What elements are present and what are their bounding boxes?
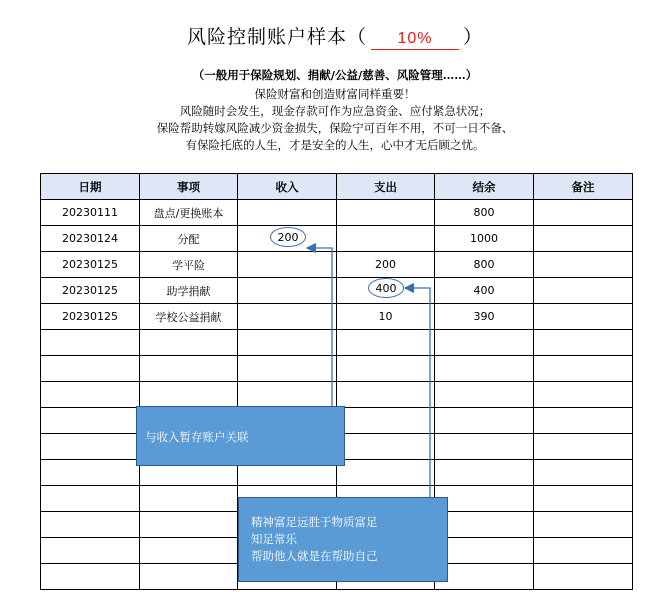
balance-cell[interactable]: 1000 <box>435 226 534 252</box>
remark-cell[interactable] <box>534 434 633 460</box>
title-text: 风险控制账户样本（ <box>186 26 367 48</box>
expense-cell[interactable] <box>337 408 435 434</box>
header-balance: 结余 <box>435 174 534 200</box>
table-row <box>41 226 633 252</box>
remark-cell[interactable] <box>534 226 633 252</box>
balance-cell[interactable] <box>435 460 534 486</box>
income-cell[interactable] <box>238 356 337 382</box>
item-cell[interactable] <box>140 486 238 512</box>
item-cell[interactable] <box>140 382 238 408</box>
date-cell[interactable] <box>41 382 140 408</box>
table-row <box>41 278 633 304</box>
intro-line-4: 有保险托底的人生，才是安全的人生，心中才无后顾之忧。 <box>185 138 485 152</box>
item-cell[interactable] <box>140 538 238 564</box>
balance-cell[interactable] <box>435 486 534 512</box>
date-cell[interactable] <box>41 460 140 486</box>
header-date: 日期 <box>41 174 140 200</box>
balance-cell[interactable]: 390 <box>435 304 534 330</box>
remark-cell[interactable] <box>534 460 633 486</box>
date-cell[interactable]: 20230111 <box>41 200 140 226</box>
item-cell[interactable] <box>140 512 238 538</box>
circled-expense-value: 400 <box>375 281 397 295</box>
item-cell[interactable] <box>140 564 238 590</box>
expense-cell[interactable] <box>337 460 435 486</box>
remark-cell[interactable] <box>534 330 633 356</box>
date-cell[interactable] <box>41 356 140 382</box>
item-cell[interactable]: 分配 <box>140 226 238 252</box>
spirit-note <box>238 497 448 582</box>
remark-cell[interactable] <box>534 408 633 434</box>
expense-cell[interactable] <box>337 434 435 460</box>
expense-cell[interactable] <box>337 330 435 356</box>
balance-cell[interactable]: 400 <box>435 278 534 304</box>
date-cell[interactable]: 20230125 <box>41 278 140 304</box>
expense-cell[interactable] <box>337 382 435 408</box>
income-cell[interactable] <box>238 330 337 356</box>
remark-cell[interactable] <box>534 538 633 564</box>
income-cell[interactable] <box>238 304 337 330</box>
subtitle: （一般用于保险规划、捐献/公益/慈善、风险管理……） <box>192 68 478 82</box>
balance-cell[interactable]: 800 <box>435 200 534 226</box>
date-cell[interactable] <box>41 564 140 590</box>
title-close: ） <box>463 26 484 48</box>
item-cell[interactable]: 盘点/更换账本 <box>140 200 238 226</box>
header-remark: 备注 <box>534 174 633 200</box>
expense-cell[interactable] <box>337 356 435 382</box>
item-cell[interactable]: 助学捐献 <box>140 278 238 304</box>
balance-cell[interactable]: 800 <box>435 252 534 278</box>
remark-cell[interactable] <box>534 356 633 382</box>
intro-line-3: 保险帮助转嫁风险减少资金损失，保险宁可百年不用，不可一日不备、 <box>156 121 514 135</box>
date-cell[interactable] <box>41 330 140 356</box>
expense-cell[interactable] <box>337 200 435 226</box>
item-cell[interactable] <box>140 356 238 382</box>
spirit-note-line-3: 帮助他人就是在帮助自己 <box>251 549 378 563</box>
balance-cell[interactable] <box>435 382 534 408</box>
income-note-text: 与收入暂存账户关联 <box>145 430 249 444</box>
income-cell[interactable] <box>238 382 337 408</box>
balance-cell[interactable] <box>435 538 534 564</box>
income-cell[interactable] <box>238 252 337 278</box>
spirit-note-line-2: 知足常乐 <box>251 532 297 546</box>
expense-cell[interactable]: 200 <box>337 252 435 278</box>
table-row <box>41 356 633 382</box>
remark-cell[interactable] <box>534 382 633 408</box>
balance-cell[interactable] <box>435 330 534 356</box>
remark-cell[interactable] <box>534 252 633 278</box>
income-cell[interactable] <box>238 200 337 226</box>
income-account-note <box>136 406 345 466</box>
balance-cell[interactable] <box>435 564 534 590</box>
circled-income-value: 200 <box>277 230 299 244</box>
income-cell[interactable] <box>238 278 337 304</box>
remark-cell[interactable] <box>534 564 633 590</box>
table-row <box>41 200 633 226</box>
balance-cell[interactable] <box>435 356 534 382</box>
remark-cell[interactable] <box>534 512 633 538</box>
expense-cell[interactable] <box>337 226 435 252</box>
remark-cell[interactable] <box>534 278 633 304</box>
intro-line-1: 保险财富和创造财富同样重要！ <box>254 87 416 101</box>
expense-cell[interactable]: 10 <box>337 304 435 330</box>
item-cell[interactable] <box>140 330 238 356</box>
balance-cell[interactable] <box>435 512 534 538</box>
page-title <box>0 22 670 50</box>
item-cell[interactable]: 学平险 <box>140 252 238 278</box>
remark-cell[interactable] <box>534 200 633 226</box>
table-row <box>41 304 633 330</box>
intro-line-2: 风险随时会发生，现金存款可作为应急资金、应付紧急状况； <box>179 104 491 118</box>
header-item: 事项 <box>140 174 238 200</box>
date-cell[interactable] <box>41 538 140 564</box>
date-cell[interactable] <box>41 408 140 434</box>
balance-cell[interactable] <box>435 408 534 434</box>
table-row <box>41 252 633 278</box>
table-row <box>41 382 633 408</box>
date-cell[interactable] <box>41 512 140 538</box>
percent-value[interactable]: 10% <box>371 29 459 50</box>
item-cell[interactable]: 学校公益捐献 <box>140 304 238 330</box>
table-row <box>41 330 633 356</box>
date-cell[interactable] <box>41 486 140 512</box>
remark-cell[interactable] <box>534 486 633 512</box>
header-expense: 支出 <box>337 174 435 200</box>
expense-circle-400 <box>368 278 404 298</box>
balance-cell[interactable] <box>435 434 534 460</box>
spirit-note-line-1: 精神富足远胜于物质富足 <box>251 515 378 529</box>
date-cell[interactable]: 20230125 <box>41 304 140 330</box>
date-cell[interactable] <box>41 434 140 460</box>
date-cell[interactable]: 20230125 <box>41 252 140 278</box>
remark-cell[interactable] <box>534 304 633 330</box>
date-cell[interactable]: 20230124 <box>41 226 140 252</box>
income-circle-200 <box>270 227 306 247</box>
table-header-row <box>41 174 633 200</box>
header-income: 收入 <box>238 174 337 200</box>
